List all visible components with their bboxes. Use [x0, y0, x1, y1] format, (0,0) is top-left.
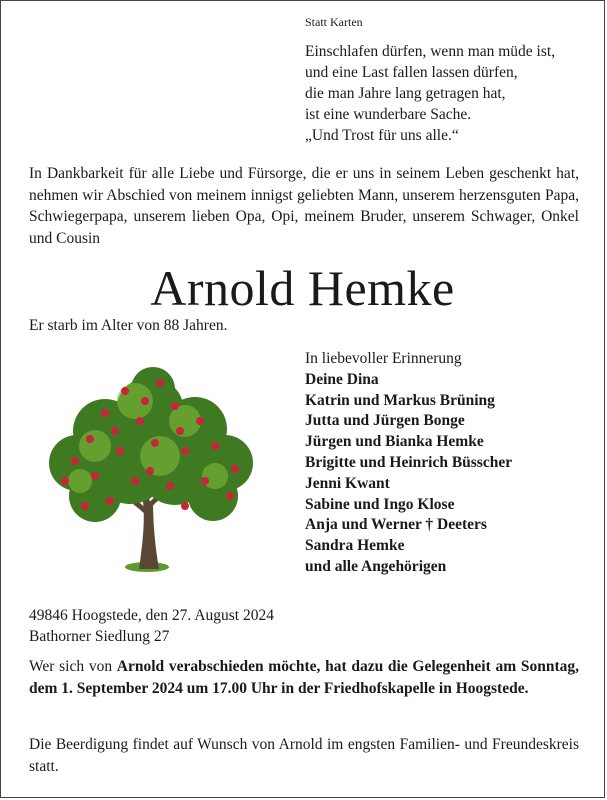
poem: [305, 41, 555, 146]
mourner-name: Katrin und Markus Brüning: [305, 391, 495, 409]
mourner-name: Deine Dina: [305, 370, 379, 388]
mourner-name: Sandra Hemke: [305, 537, 405, 555]
mourners-list: [305, 349, 512, 578]
farewell-text-details: verabschieden möchte, hat dazu die Gelegenheit am Sonntag, dem 1. September 2024 um 17.00 Uhr in der Friedhofskapelle in Hoogstede.: [29, 658, 579, 697]
mourner-name: und alle Angehörigen: [305, 557, 447, 575]
statt-karten-label: Statt Karten: [305, 15, 363, 29]
age-statement: Er starb im Alter von 88 Jahren.: [29, 317, 228, 334]
deceased-name: Arnold Hemke: [150, 260, 455, 316]
farewell-text-start: Wer sich von: [29, 658, 117, 675]
intro-paragraph: In Dankbarkeit für alle Liebe und Fürsorge, die er uns in seinem Leben geschenkt hat, nehmen wir Abschied von meinem innigst geliebten Mann, unserem herzensguten Papa, Schwiegerpapa, unserem lieben Opa, Opi, meinem Bruder, unserem Schwager, Onkel und Cousin: [29, 165, 579, 247]
farewell-paragraph: [29, 656, 579, 699]
mourner-name: Jenni Kwant: [305, 474, 390, 492]
poem-line: Einschlafen dürfen, wenn man müde ist,: [305, 43, 556, 60]
apple-tree-image: [35, 351, 265, 581]
mourner-name: Brigitte und Heinrich Büsscher: [305, 453, 513, 471]
mourner-name: Jutta und Jürgen Bonge: [305, 412, 465, 430]
poem-line: „Und Trost für uns alle.“: [305, 127, 459, 144]
street-address: Bathorner Siedlung 27: [29, 627, 170, 645]
funeral-paragraph: Die Beerdigung findet auf Wunsch von Arnold im engsten Familien- und Freundeskreis statt.: [29, 736, 579, 775]
mourner-name: Sabine und Ingo Klose: [305, 495, 455, 513]
mourner-name: Jürgen und Bianka Hemke: [305, 433, 484, 451]
poem-line: ist eine wunderbare Sache.: [305, 106, 472, 123]
mourner-name: Anja und Werner † Deeters: [305, 516, 487, 534]
place-date: 49846 Hoogstede, den 27. August 2024: [29, 607, 274, 624]
mourners-lead: In liebevoller Erinnerung: [305, 350, 462, 367]
farewell-name: Arnold: [116, 658, 165, 675]
poem-line: und eine Last fallen lassen dürfen,: [305, 64, 518, 81]
poem-line: die man Jahre lang getragen hat,: [305, 85, 506, 102]
address-block: [29, 606, 274, 647]
